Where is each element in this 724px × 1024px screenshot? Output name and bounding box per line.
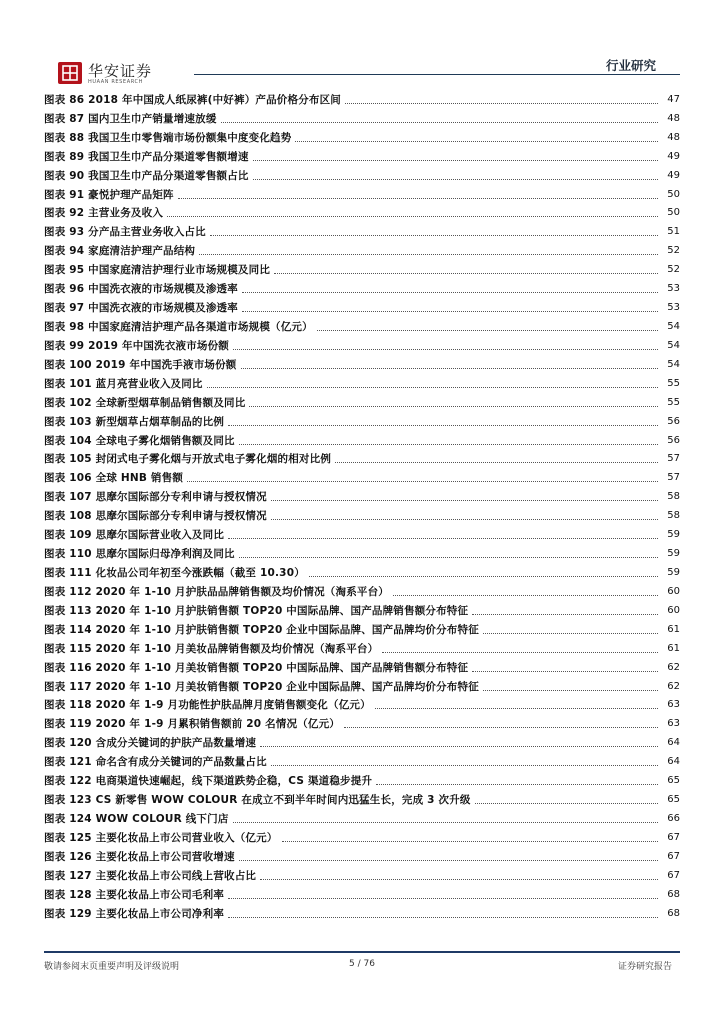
toc-dot-leader <box>207 387 658 388</box>
toc-entry[interactable] <box>44 316 680 335</box>
toc-entry-page: 53 <box>667 302 680 314</box>
toc-dot-leader <box>239 444 658 445</box>
toc-dot-leader <box>375 708 658 709</box>
toc-entry-title: 图表 124 WOW COLOUR 线下门店 <box>44 812 229 825</box>
toc-entry-page: 57 <box>667 453 680 465</box>
toc-entry-title: 图表 101 蓝月亮营业收入及同比 <box>44 377 203 390</box>
toc-entry[interactable] <box>44 89 680 108</box>
toc-entry[interactable] <box>44 903 680 922</box>
toc-entry[interactable] <box>44 562 680 581</box>
toc-entry-title: 图表 105 封闭式电子雾化烟与开放式电子雾化烟的相对比例 <box>44 453 332 466</box>
toc-entry[interactable] <box>44 240 680 259</box>
toc-entry-title: 图表 109 思摩尔国际营业收入及同比 <box>44 529 225 542</box>
toc-entry[interactable] <box>44 505 680 524</box>
toc-entry-title: 图表 106 全球 HNB 销售额 <box>44 472 184 485</box>
toc-dot-leader <box>253 179 658 180</box>
footer-divider <box>44 951 680 953</box>
toc-entry-title: 图表 118 2020 年 1-9 月功能性护肤品牌月度销售额变化（亿元） <box>44 699 371 712</box>
toc-dot-leader <box>228 917 658 918</box>
toc-dot-leader <box>345 103 658 104</box>
toc-entry-page: 47 <box>667 93 680 105</box>
brand-name: 华安证券 <box>88 62 153 80</box>
toc-entry-page: 57 <box>667 472 680 484</box>
toc-dot-leader <box>393 595 658 596</box>
toc-entry-title: 图表 103 新型烟草占烟草制品的比例 <box>44 415 225 428</box>
toc-entry-title: 图表 96 中国洗衣液的市场规模及渗透率 <box>44 283 238 296</box>
toc-entry-page: 54 <box>667 320 680 332</box>
toc-dot-leader <box>335 462 658 463</box>
toc-entry-page: 65 <box>667 775 680 787</box>
toc-entry-page: 54 <box>667 358 680 370</box>
toc-entry-page: 56 <box>667 415 680 427</box>
toc-entry-title: 图表 122 电商渠道快速崛起，线下渠道跌势企稳，CS 渠道稳步提升 <box>44 775 373 788</box>
toc-entry-page: 68 <box>667 907 680 919</box>
toc-dot-leader <box>274 273 658 274</box>
toc-entry[interactable] <box>44 354 680 373</box>
toc-dot-leader <box>242 311 658 312</box>
toc-dot-leader <box>167 216 658 217</box>
toc-dot-leader <box>376 784 658 785</box>
toc-entry-title: 图表 95 中国家庭清洁护理行业市场规模及同比 <box>44 264 271 277</box>
page-number: 5 / 76 <box>349 959 375 969</box>
toc-entry-page: 59 <box>667 529 680 541</box>
toc-entry-title: 图表 108 思摩尔国际部分专利申请与授权情况 <box>44 510 267 523</box>
toc-dot-leader <box>228 898 658 899</box>
toc-entry-title: 图表 115 2020 年 1-10 月美妆品牌销售额及均价情况（淘系平台） <box>44 642 379 655</box>
toc-dot-leader <box>295 141 658 142</box>
toc-entry-page: 68 <box>667 888 680 900</box>
toc-entry[interactable] <box>44 846 680 865</box>
toc-entry[interactable] <box>44 619 680 638</box>
toc-entry-title: 图表 128 主要化妆品上市公司毛利率 <box>44 888 225 901</box>
toc-entry[interactable] <box>44 184 680 203</box>
toc-dot-leader <box>242 292 658 293</box>
toc-entry-page: 64 <box>667 756 680 768</box>
toc-entry[interactable] <box>44 676 680 695</box>
toc-entry-page: 50 <box>667 188 680 200</box>
toc-entry-title: 图表 93 分产品主营业务收入占比 <box>44 226 206 239</box>
toc-entry-title: 图表 87 国内卫生巾产销量增速放缓 <box>44 112 217 125</box>
toc-entry-title: 图表 100 2019 年中国洗手液市场份额 <box>44 358 237 371</box>
toc-entry[interactable] <box>44 335 680 354</box>
toc-entry[interactable] <box>44 297 680 316</box>
toc-entry-title: 图表 97 中国洗衣液的市场规模及渗透率 <box>44 302 238 315</box>
toc-entry[interactable] <box>44 278 680 297</box>
toc-entry[interactable] <box>44 467 680 486</box>
toc-dot-leader <box>271 519 658 520</box>
toc-entry[interactable] <box>44 165 680 184</box>
toc-dot-leader <box>228 425 658 426</box>
toc-entry[interactable] <box>44 600 680 619</box>
toc-entry-page: 48 <box>667 131 680 143</box>
toc-entry[interactable] <box>44 373 680 392</box>
toc-entry-page: 49 <box>667 169 680 181</box>
toc-dot-leader <box>178 198 658 199</box>
toc-entry[interactable] <box>44 108 680 127</box>
toc-entry[interactable] <box>44 884 680 903</box>
toc-entry-title: 图表 120 含成分关键词的护肤产品数量增速 <box>44 737 257 750</box>
table-of-figures <box>44 89 680 922</box>
toc-dot-leader <box>472 614 658 615</box>
section-title: 行业研究 <box>605 58 656 73</box>
toc-entry-page: 63 <box>667 718 680 730</box>
toc-entry-page: 56 <box>667 434 680 446</box>
toc-entry-title: 图表 89 我国卫生巾产品分渠道零售额增速 <box>44 150 249 163</box>
toc-entry[interactable] <box>44 695 680 714</box>
toc-entry-title: 图表 94 家庭清洁护理产品结构 <box>44 245 196 258</box>
toc-entry[interactable] <box>44 789 680 808</box>
toc-dot-leader <box>309 576 658 577</box>
toc-entry-title: 图表 123 CS 新零售 WOW COLOUR 在成立不到半年时间内迅猛生长，完成 3 次升级 <box>44 794 471 807</box>
toc-entry-page: 60 <box>667 604 680 616</box>
toc-dot-leader <box>271 765 658 766</box>
toc-entry-page: 52 <box>667 245 680 257</box>
toc-entry-title: 图表 92 主营业务及收入 <box>44 207 164 220</box>
toc-dot-leader <box>260 746 658 747</box>
toc-entry[interactable] <box>44 770 680 789</box>
toc-entry-title: 图表 113 2020 年 1-10 月护肤销售额 TOP20 中国际品牌、国产品牌销售额分布特征 <box>44 604 469 617</box>
toc-entry-page: 59 <box>667 566 680 578</box>
toc-entry-page: 61 <box>667 642 680 654</box>
toc-dot-leader <box>228 538 658 539</box>
toc-entry-title: 图表 119 2020 年 1-9 月累积销售额前 20 名情况（亿元） <box>44 718 341 731</box>
toc-entry-page: 64 <box>667 737 680 749</box>
toc-entry[interactable] <box>44 808 680 827</box>
toc-dot-leader <box>233 822 658 823</box>
toc-entry-page: 54 <box>667 339 680 351</box>
toc-entry-title: 图表 129 主要化妆品上市公司净利率 <box>44 907 225 920</box>
toc-entry-page: 67 <box>667 831 680 843</box>
toc-entry-page: 62 <box>667 661 680 673</box>
toc-entry[interactable] <box>44 392 680 411</box>
toc-entry-page: 51 <box>667 226 680 238</box>
toc-entry[interactable] <box>44 486 680 505</box>
toc-entry[interactable] <box>44 430 680 449</box>
toc-dot-leader <box>221 122 658 123</box>
toc-dot-leader <box>239 860 658 861</box>
toc-entry-page: 62 <box>667 680 680 692</box>
toc-entry-title: 图表 117 2020 年 1-10 月美妆销售额 TOP20 企业中国际品牌、国产品牌均价分布特征 <box>44 680 479 693</box>
toc-entry-title: 图表 99 2019 年中国洗衣液市场份额 <box>44 339 230 352</box>
toc-entry-page: 66 <box>667 812 680 824</box>
toc-dot-leader <box>241 368 658 369</box>
toc-dot-leader <box>472 671 658 672</box>
toc-dot-leader <box>233 349 658 350</box>
toc-entry-title: 图表 116 2020 年 1-10 月美妆销售额 TOP20 中国际品牌、国产品牌销售额分布特征 <box>44 661 469 674</box>
toc-entry[interactable] <box>44 203 680 222</box>
footer-disclaimer: 敬请参阅末页重要声明及评级说明 <box>44 962 180 972</box>
toc-dot-leader <box>253 160 658 161</box>
toc-entry-title: 图表 127 主要化妆品上市公司线上营收占比 <box>44 869 257 882</box>
toc-entry[interactable] <box>44 581 680 600</box>
toc-dot-leader <box>475 803 658 804</box>
toc-entry[interactable] <box>44 259 680 278</box>
toc-dot-leader <box>282 841 658 842</box>
header-divider <box>194 74 680 75</box>
toc-dot-leader <box>344 727 658 728</box>
toc-entry[interactable] <box>44 524 680 543</box>
toc-entry-title: 图表 90 我国卫生巾产品分渠道零售额占比 <box>44 169 249 182</box>
toc-entry[interactable] <box>44 827 680 846</box>
toc-entry[interactable] <box>44 449 680 468</box>
toc-entry[interactable] <box>44 221 680 240</box>
toc-dot-leader <box>187 481 658 482</box>
toc-dot-leader <box>199 254 658 255</box>
toc-entry[interactable] <box>44 751 680 770</box>
toc-dot-leader <box>483 633 658 634</box>
toc-entry-page: 63 <box>667 699 680 711</box>
toc-dot-leader <box>317 330 658 331</box>
toc-entry-title: 图表 112 2020 年 1-10 月护肤品品牌销售额及均价情况（淘系平台） <box>44 585 389 598</box>
toc-dot-leader <box>210 235 658 236</box>
toc-entry[interactable] <box>44 713 680 732</box>
toc-entry-page: 55 <box>667 377 680 389</box>
toc-entry-page: 55 <box>667 396 680 408</box>
toc-entry-page: 67 <box>667 869 680 881</box>
toc-entry[interactable] <box>44 543 680 562</box>
toc-entry-page: 59 <box>667 548 680 560</box>
toc-entry-title: 图表 114 2020 年 1-10 月护肤销售额 TOP20 企业中国际品牌、国产品牌均价分布特征 <box>44 623 479 636</box>
toc-entry-page: 65 <box>667 794 680 806</box>
toc-entry-page: 60 <box>667 585 680 597</box>
toc-entry-title: 图表 104 全球电子雾化烟销售额及同比 <box>44 434 235 447</box>
toc-entry[interactable] <box>44 411 680 430</box>
toc-entry-title: 图表 110 思摩尔国际归母净利润及同比 <box>44 548 235 561</box>
toc-dot-leader <box>271 500 658 501</box>
toc-entry-page: 61 <box>667 623 680 635</box>
toc-entry-page: 53 <box>667 283 680 295</box>
toc-entry-page: 52 <box>667 264 680 276</box>
toc-entry-page: 49 <box>667 150 680 162</box>
toc-entry-title: 图表 91 豪悦护理产品矩阵 <box>44 188 174 201</box>
company-logo-icon <box>58 62 82 84</box>
toc-entry-title: 图表 126 主要化妆品上市公司营收增速 <box>44 850 235 863</box>
brand-subtitle: HUAAN RESEARCH <box>88 79 143 85</box>
toc-dot-leader <box>382 652 658 653</box>
page-header <box>44 52 680 86</box>
toc-entry[interactable] <box>44 865 680 884</box>
toc-entry-page: 67 <box>667 850 680 862</box>
toc-entry-page: 58 <box>667 510 680 522</box>
toc-entry-title: 图表 121 命名含有成分关键词的产品数量占比 <box>44 756 267 769</box>
toc-dot-leader <box>239 557 658 558</box>
toc-entry[interactable] <box>44 732 680 751</box>
toc-entry[interactable] <box>44 657 680 676</box>
toc-entry-page: 58 <box>667 491 680 503</box>
toc-entry-title: 图表 107 思摩尔国际部分专利申请与授权情况 <box>44 491 267 504</box>
toc-entry[interactable] <box>44 638 680 657</box>
toc-entry-title: 图表 86 2018 年中国成人纸尿裤(中好裤）产品价格分布区间 <box>44 93 341 106</box>
toc-entry-title: 图表 102 全球新型烟草制品销售额及同比 <box>44 396 246 409</box>
report-type-label: 证券研究报告 <box>617 962 672 972</box>
toc-entry[interactable] <box>44 127 680 146</box>
toc-entry-title: 图表 125 主要化妆品上市公司营业收入（亿元） <box>44 831 278 844</box>
toc-dot-leader <box>249 406 658 407</box>
toc-dot-leader <box>483 690 658 691</box>
toc-entry-page: 50 <box>667 207 680 219</box>
toc-entry-title: 图表 88 我国卫生巾零售端市场份额集中度变化趋势 <box>44 131 292 144</box>
toc-dot-leader <box>260 879 658 880</box>
toc-entry[interactable] <box>44 146 680 165</box>
toc-entry-title: 图表 98 中国家庭清洁护理产品各渠道市场规模（亿元） <box>44 320 313 333</box>
toc-entry-page: 48 <box>667 112 680 124</box>
toc-entry-title: 图表 111 化妆品公司年初至今涨跌幅（截至 10.30） <box>44 566 305 579</box>
